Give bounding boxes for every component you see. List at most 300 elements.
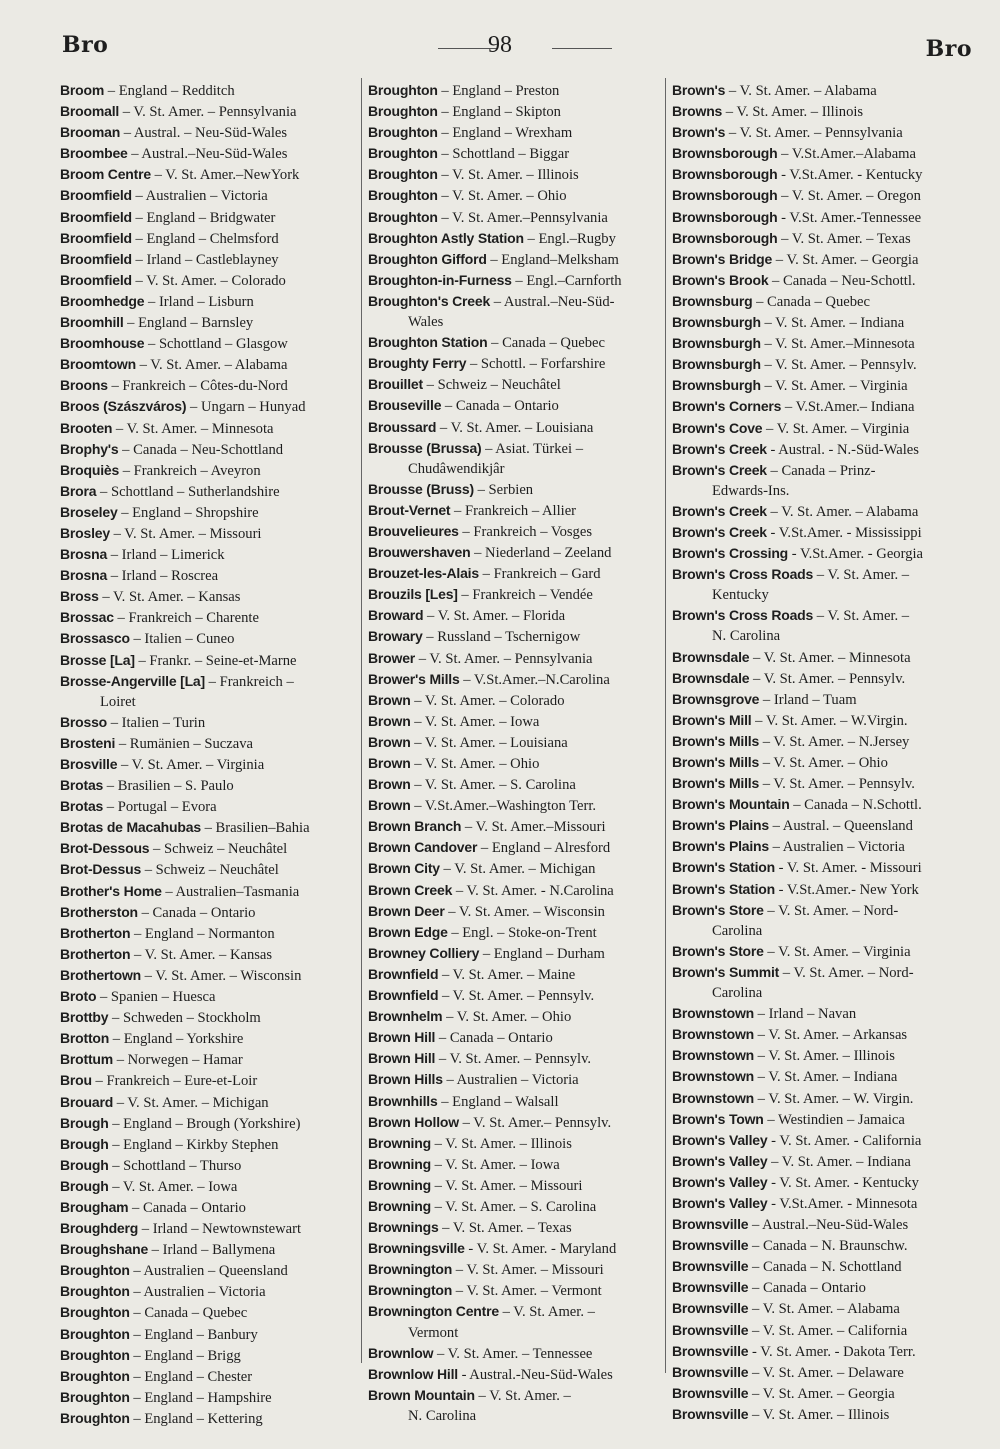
entry-location: – V. St. Amer. – Pennsylv. (749, 670, 906, 687)
gazetteer-entry (672, 857, 978, 878)
gazetteer-entry (368, 164, 664, 185)
entry-keyword: Brownsborough (672, 229, 778, 246)
entry-keyword: Broomhouse (60, 335, 145, 352)
entry-keyword: Bross (60, 588, 99, 605)
entry-location: – England – Kettering (129, 1410, 263, 1427)
entry-location: – Schweden – Stockholm (108, 1010, 261, 1027)
entry-location: - V. St. Amer. - Maryland (464, 1241, 617, 1258)
gazetteer-entry (368, 1259, 664, 1280)
entry-keyword: Brown's Plains (672, 838, 769, 855)
entry-keyword: Broomfield (60, 250, 132, 267)
gazetteer-entry (368, 837, 664, 858)
entry-location: – Schottl. – Forfarshire (466, 356, 606, 373)
entry-location: – England – Chelmsford (131, 230, 279, 247)
gazetteer-entry (60, 586, 352, 607)
entry-keyword: Brownsburgh (672, 377, 761, 394)
gazetteer-entry (672, 1088, 978, 1109)
entry-keyword: Brownsdale (672, 648, 750, 665)
entry-location: – Canada – Ontario (435, 1030, 553, 1047)
entry-location: – V. St. Amer. – Illinois (437, 167, 579, 184)
entry-keyword: Browary (368, 628, 423, 645)
entry-keyword: Brou (60, 1072, 92, 1089)
entry-keyword: Brooten (60, 419, 113, 436)
entry-keyword: Brower's Mills (368, 670, 460, 687)
entry-location: – Schottland – Biggar (437, 146, 570, 163)
entry-keyword: Brown's Mills (672, 732, 760, 749)
gazetteer-entry (60, 164, 352, 185)
gazetteer-entry (60, 228, 352, 249)
entry-keyword: Brown Hills (368, 1071, 443, 1088)
entry-keyword: Brown's Creek (672, 502, 767, 519)
entry-location: – V. St. Amer. – Pennsylv. (760, 357, 917, 374)
entry-location: – Frankreich – Vendée (457, 587, 593, 604)
gazetteer-entry (368, 101, 664, 122)
entry-location: – V. St. Amer. – Alabama (748, 1301, 900, 1318)
gazetteer-entry (672, 1256, 978, 1277)
gazetteer-entry (672, 396, 978, 417)
entry-keyword: Brownsborough (672, 145, 778, 162)
entry-location: – V. St. Amer. – Pennsylvania (119, 104, 297, 121)
entry-continuation: Loiret (100, 693, 136, 710)
entry-keyword: Brownsdale (672, 669, 750, 686)
gazetteer-entry (368, 1048, 664, 1069)
gazetteer-entry (672, 1045, 978, 1066)
entry-keyword: Brouillet (368, 376, 423, 393)
entry-keyword: Brough (60, 1177, 109, 1194)
entry-location: – Frankreich – Allier (450, 502, 577, 519)
gazetteer-entry (60, 671, 352, 692)
entry-location: – England – Hampshire (129, 1389, 272, 1406)
entry-location: – Schweiz – Neuchâtel (141, 862, 279, 879)
entry-location: – V. St. Amer. – Indiana (760, 315, 905, 332)
entry-location: - V.St.Amer.- New York (775, 881, 919, 898)
entry-location: – V.St.Amer.– Indiana (781, 399, 915, 416)
entry-location: – Australien – Victoria (442, 1072, 579, 1089)
entry-keyword: Brownstown (672, 1005, 754, 1022)
entry-keyword: Brown Creek (368, 881, 453, 898)
entry-keyword: Brot-Dessous (60, 840, 150, 857)
entry-location: – V. St. Amer. – Indiana (767, 1153, 911, 1170)
entry-location: – V. St. Amer. – Colorado (410, 692, 565, 709)
gazetteer-entry (60, 944, 352, 965)
entry-location: – V. St. Amer. – Iowa (108, 1178, 238, 1195)
entry-location: – Australien – Victoria (129, 1284, 266, 1301)
entry-location: – V. St. Amer. – Illinois (748, 1406, 890, 1423)
gazetteer-entry (60, 902, 352, 923)
entry-continuation: Wales (408, 314, 444, 331)
gazetteer-entry (368, 1133, 664, 1154)
entry-keyword: Broughton's Creek (368, 292, 491, 309)
gazetteer-entry (368, 1006, 664, 1027)
entry-keyword: Brossac (60, 609, 114, 626)
entry-location: – Irland – Ballymena (148, 1242, 276, 1259)
entry-keyword: Broomfield (60, 271, 132, 288)
entry-keyword: Brousse (Brussa) (368, 439, 482, 456)
entry-location: - V.St. Amer.-Tennessee (777, 209, 922, 226)
gazetteer-entry (368, 901, 664, 922)
entry-location: – V. St. Amer. – Pennsylvania (415, 650, 593, 667)
entry-location: – V. St. Amer. – California (748, 1322, 908, 1339)
entry-keyword: Brown's Crossing (672, 545, 789, 562)
gazetteer-entry (60, 270, 352, 291)
entry-keyword: Brosville (60, 756, 118, 772)
gazetteer-entry (672, 647, 978, 668)
entry-keyword: Brown Hill (368, 1050, 436, 1067)
entry-keyword: Broughton (368, 208, 438, 225)
gazetteer-entry (60, 1028, 352, 1049)
gazetteer-entry (672, 375, 978, 396)
gazetteer-entry (672, 1235, 978, 1256)
entry-location: – Schottland – Glasgow (144, 336, 288, 353)
gazetteer-entry (672, 879, 978, 900)
entry-location: – V. St. Amer. – Vermont (452, 1283, 602, 1300)
entry-keyword: Broughton (368, 145, 438, 162)
entry-keyword: Broughton (60, 1304, 130, 1321)
entry-location: – Italien – Cuneo (129, 631, 235, 648)
entry-location: – V. St. Amer. – Michigan (439, 861, 596, 878)
gazetteer-entry (368, 964, 664, 985)
entry-keyword: Browning (368, 1134, 431, 1151)
entry-keyword: Broomall (60, 103, 120, 120)
entry-location: – Irland – Limerick (107, 547, 225, 564)
gazetteer-entry (672, 689, 978, 710)
gazetteer-entry (672, 941, 978, 962)
entry-keyword: Brownsville (672, 1363, 749, 1380)
entry-location: - V. St. Amer. - Missouri (775, 860, 922, 877)
entry-location: – V. St. Amer.–Missouri (461, 819, 606, 836)
entry-location: – Irland – Newtownstewart (138, 1221, 302, 1238)
entry-keyword: Brown's Valley (672, 1173, 768, 1190)
gazetteer-entry (672, 333, 978, 354)
entry-keyword: Broughderg (60, 1220, 139, 1237)
entry-keyword: Brownsburg (672, 292, 753, 309)
gazetteer-entry (60, 1239, 352, 1260)
entry-keyword: Brown's Valley (672, 1152, 768, 1169)
gazetteer-entry (672, 1383, 978, 1404)
gazetteer-entry (60, 418, 352, 439)
entry-location: - V.St.Amer. - Mississippi (766, 524, 922, 541)
gazetteer-entry (672, 543, 978, 564)
gazetteer-entry (672, 312, 978, 333)
gazetteer-entry (368, 1027, 664, 1048)
entry-location: – Austral. – Queensland (769, 818, 913, 835)
entry-keyword: Brownsville (672, 1300, 749, 1317)
entry-keyword: Brown's Creek (672, 440, 767, 457)
entry-location: – V. St. Amer. – Illinois (722, 104, 864, 121)
entry-keyword: Brownstown (672, 1068, 754, 1085)
entry-keyword: Broughton (60, 1262, 130, 1279)
entry-keyword: Brown's Mountain (672, 796, 790, 813)
entry-keyword: Brown's Cross Roads (672, 607, 814, 624)
entry-keyword: Brown Candover (368, 839, 478, 856)
entry-keyword: Broos (Szászváros) (60, 398, 187, 415)
entry-location: – Canada – Quebec (752, 293, 870, 310)
entry-location: – Engl.–Carnforth (511, 272, 622, 289)
gazetteer-entry (672, 501, 978, 522)
entry-location: – England – Skipton (437, 104, 561, 121)
entry-keyword: Brownlow Hill (368, 1365, 458, 1382)
entry-keyword: Browning (368, 1176, 431, 1193)
entry-keyword: Brownsville (672, 1342, 749, 1359)
entry-location: – V. St. Amer. – Colorado (131, 272, 286, 289)
entry-keyword: Brownsburgh (672, 335, 761, 352)
gazetteer-entry (60, 1408, 352, 1429)
entry-continuation: N. Carolina (408, 1407, 477, 1424)
entry-keyword: Brown's Cross Roads (672, 566, 814, 583)
entry-location: – V. St. Amer. – Texas (777, 230, 911, 247)
entry-location: – V. St. Amer. – Delaware (748, 1364, 904, 1381)
gazetteer-entry (368, 1280, 664, 1301)
entry-location: – England – Chester (129, 1368, 253, 1385)
entry-keyword: Brownstown (672, 1026, 754, 1043)
entry-keyword: Broombee (60, 145, 128, 162)
gazetteer-entry (672, 794, 978, 815)
gazetteer-entry (368, 753, 664, 774)
entry-location: – V. St. Amer. – Kansas (98, 589, 241, 606)
entry-location: – V. St. Amer. – Illinois (754, 1048, 895, 1065)
entry-keyword: Broom Centre (60, 166, 151, 183)
entry-keyword: Brosso (60, 713, 108, 730)
gazetteer-entry (672, 1066, 978, 1087)
entry-location: – V. St. Amer. – N.Jersey (759, 733, 910, 750)
entry-continuation: Vermont (408, 1324, 459, 1341)
entry-location: – Australien – Queensland (129, 1263, 288, 1280)
entry-location: - Austral. - N.-Süd-Wales (766, 441, 919, 458)
entry-location: – Canada – Ontario (137, 904, 256, 921)
entry-keyword: Broughton (60, 1367, 130, 1384)
gazetteer-entry (368, 1385, 664, 1406)
entry-location: – V. St. Amer. – Missouri (452, 1262, 604, 1279)
gazetteer-entry (672, 143, 978, 164)
entry-keyword: Brown Hill (368, 1029, 436, 1046)
entry-location: – Canada – Prinz- (766, 462, 876, 479)
gazetteer-entry (672, 815, 978, 836)
gazetteer-entry (60, 122, 352, 143)
entry-location: – Canada – N. Braunschw. (748, 1238, 908, 1255)
entry-keyword: Broseley (60, 503, 118, 520)
entry-location: – V. St. Amer. – Kansas (130, 946, 273, 963)
gazetteer-entry (60, 881, 352, 902)
gazetteer-entry (60, 523, 352, 544)
entry-keyword: Brownington (368, 1282, 453, 1299)
gazetteer-entry (672, 1172, 978, 1193)
gazetteer-entry (60, 733, 352, 754)
entry-keyword: Brown's Station (672, 859, 775, 876)
entry-location: – Irland – Tuam (759, 691, 857, 708)
entry-location: – V. St. Amer. – Ohio (442, 1009, 572, 1026)
gazetteer-entry (368, 1364, 664, 1385)
gazetteer-entry (60, 628, 352, 649)
entry-location: – V. St. Amer. – Virginia (762, 420, 910, 437)
entry-keyword: Brownington (368, 1261, 453, 1278)
gazetteer-entry (368, 605, 664, 626)
entry-keyword: Brownlow (368, 1344, 434, 1361)
entry-location: – Frankreich – Aveyron (119, 462, 261, 479)
entry-keyword: Browning (368, 1155, 431, 1172)
entry-keyword: Brown's Cove (672, 419, 763, 436)
gazetteer-entry (60, 333, 352, 354)
entry-keyword: Brotherton (60, 945, 131, 962)
entry-location: – Canada – Quebec (487, 335, 605, 352)
entry-keyword: Brown (368, 776, 411, 793)
entry-keyword: Brower (368, 649, 416, 666)
entry-keyword: Brown's Creek (672, 461, 767, 478)
gazetteer-entry (368, 1175, 664, 1196)
gazetteer-entry (672, 605, 978, 626)
entry-keyword: Brown Hollow (368, 1113, 459, 1130)
entry-location: – Canada – N. Schottland (748, 1259, 902, 1276)
entry-keyword: Brown's Corners (672, 398, 782, 415)
gazetteer-entry (672, 731, 978, 752)
entry-location: – V. St. Amer. – Nord- (779, 964, 914, 981)
entry-location: – England – Walsall (437, 1093, 559, 1110)
gazetteer-entry (368, 417, 664, 438)
gazetteer-entry (672, 249, 978, 270)
entry-location: – V. St. Amer.– Pennsylv. (458, 1114, 612, 1131)
entry-keyword: Brownsville (672, 1384, 749, 1401)
gazetteer-entry (368, 1301, 664, 1322)
gazetteer-entry (60, 986, 352, 1007)
entry-location: - V. St. Amer. - California (767, 1132, 922, 1149)
entry-keyword: Broomhedge (60, 292, 145, 309)
entry-location: – Schweiz – Neuchâtel (149, 841, 288, 858)
entry-location: – V. St. Amer. – Texas (438, 1220, 572, 1237)
entry-keyword: Brousse (Bruss) (368, 480, 474, 497)
gazetteer-entry (368, 711, 664, 732)
entry-keyword: Brosse-Angerville [La] (60, 672, 205, 689)
entry-keyword: Brotherston (60, 903, 138, 920)
gazetteer-entry (672, 1404, 978, 1425)
entry-location: – Frankreich – (204, 673, 294, 690)
entry-continuation: Edwards-Ins. (712, 482, 790, 499)
gazetteer-entry (368, 1091, 664, 1112)
entry-location: – V. St. Amer. – Georgia (772, 251, 919, 268)
gazetteer-entry (672, 1193, 978, 1214)
entry-keyword: Brownsville (672, 1216, 749, 1233)
entry-keyword: Brown's Store (672, 942, 764, 959)
gazetteer-entry (368, 291, 664, 312)
gazetteer-entry (672, 207, 978, 228)
gazetteer-entry (60, 1260, 352, 1281)
entry-keyword: Broons (60, 377, 108, 394)
gazetteer-entry (60, 1070, 352, 1091)
entry-keyword: Broomfield (60, 229, 132, 246)
entry-location: – England – Banbury (129, 1326, 258, 1343)
entry-location: – V. St. Amer. – (813, 567, 910, 584)
column-1 (60, 80, 352, 1429)
gazetteer-entry (60, 1366, 352, 1387)
entry-keyword: Brotas (60, 798, 104, 815)
entry-keyword: Brown City (368, 860, 440, 877)
gazetteer-entry (368, 228, 664, 249)
entry-keyword: Brown Edge (368, 923, 448, 940)
gazetteer-entry (368, 1238, 664, 1259)
entry-location: – V. St. Amer. – Georgia (748, 1385, 895, 1402)
entry-location: – V. St. Amer. – Illinois (430, 1135, 572, 1152)
gazetteer-entry (60, 1302, 352, 1323)
gazetteer-entry (672, 1362, 978, 1383)
gazetteer-entry (672, 668, 978, 689)
entry-keyword: Broughton Gifford (368, 250, 487, 267)
entry-location: – V. St. Amer. – W.Virgin. (751, 712, 908, 729)
entry-keyword: Brothertown (60, 966, 142, 983)
gazetteer-entry (60, 101, 352, 122)
gazetteer-entry (672, 80, 978, 101)
entry-location: – V. St. Amer. – Maine (438, 966, 576, 983)
entry-keyword: Brown's Mills (672, 775, 760, 792)
gazetteer-entry (672, 354, 978, 375)
gazetteer-entry (368, 185, 664, 206)
entry-location: – Engl. – Stoke-on-Trent (447, 924, 597, 941)
entry-location: – Schottland – Thurso (108, 1157, 242, 1174)
entry-keyword: Brosteni (60, 734, 116, 751)
entry-location: – V. St. Amer. – Missouri (109, 525, 262, 542)
entry-keyword: Brotas de Macahubas (60, 819, 201, 836)
entry-keyword: Brosna (60, 546, 108, 563)
entry-keyword: Brown's Station (672, 880, 775, 897)
gazetteer-entry (60, 375, 352, 396)
entry-keyword: Browningsville (368, 1240, 465, 1257)
gazetteer-entry (672, 460, 978, 481)
entry-location: – V. St. Amer. – Ohio (437, 188, 567, 205)
entry-location: – V. St. Amer. – Pennsylv. (438, 988, 595, 1005)
entry-keyword: Brown's Summit (672, 963, 780, 980)
entry-keyword: Brown (368, 797, 411, 814)
entry-location: – Irland – Roscrea (107, 568, 219, 585)
entry-keyword: Brown's Mills (672, 754, 760, 770)
gazetteer-entry (672, 836, 978, 857)
entry-location: – V. St. Amer. – Nord- (763, 902, 899, 919)
entry-location: – Canada – Neu-Schottland (118, 441, 284, 458)
gazetteer-entry (60, 817, 352, 838)
entry-keyword: Brown Mountain (368, 1386, 475, 1403)
gazetteer-entry (60, 207, 352, 228)
gazetteer-entry (60, 754, 352, 775)
gazetteer-entry (60, 775, 352, 796)
entry-keyword: Brownfield (368, 987, 439, 1004)
entry-location: – Canada – Ontario (441, 398, 559, 415)
entry-location: – England – Durham (479, 945, 605, 962)
entry-location: – Austral.–Neu-Süd-Wales (127, 146, 288, 163)
entry-location: – V. St. Amer. – Wisconsin (444, 903, 605, 920)
gazetteer-entry (60, 1049, 352, 1070)
gazetteer-entry (60, 1197, 352, 1218)
gazetteer-entry (60, 1007, 352, 1028)
gazetteer-entry (368, 626, 664, 647)
gazetteer-entry (60, 565, 352, 586)
column-2 (368, 80, 664, 1426)
gazetteer-entry (672, 101, 978, 122)
entry-keyword: Broughty Ferry (368, 355, 467, 372)
entry-location: – Westindien – Jamaica (763, 1111, 905, 1128)
entry-location: – England–Melksham (486, 251, 619, 268)
entry-keyword: Brother's Home (60, 882, 162, 899)
entry-location: – Schottland – Sutherlandshire (96, 483, 280, 500)
gazetteer-entry (60, 291, 352, 312)
page-number: 98 (488, 32, 512, 58)
entry-location: – V. St. Amer. – Ohio (410, 756, 540, 772)
entry-continuation: Carolina (712, 985, 763, 1002)
entry-location: – V. St. Amer. – Tennessee (433, 1345, 593, 1362)
entry-keyword: Brotas (60, 777, 104, 794)
entry-continuation: Kentucky (712, 587, 769, 604)
entry-keyword: Brownhelm (368, 1008, 443, 1025)
entry-keyword: Brownstown (672, 1047, 754, 1064)
entry-keyword: Broughton Astly Station (368, 229, 524, 246)
entry-keyword: Brownington Centre (368, 1303, 499, 1320)
gazetteer-entry (672, 185, 978, 206)
entry-location: – V. St. Amer. - N.Carolina (452, 882, 614, 899)
